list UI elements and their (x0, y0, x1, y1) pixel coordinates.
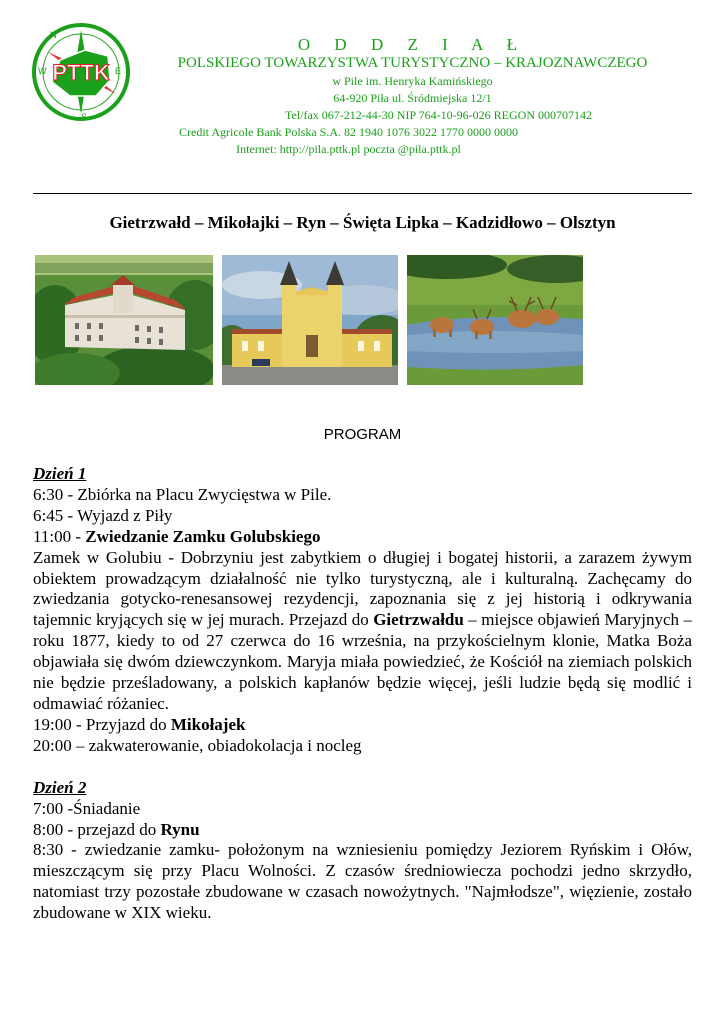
org-internet: Internet: http://pila.pttk.pl poczta @pila.pttk.pl (236, 142, 461, 156)
day-spacer (33, 757, 692, 778)
day1-desc-part2: – miejsce objawień Maryjnych – roku 1877, kiedy to od 27 czerwca do 16 września, na przykościelnym klonie, Matka Boża objawiała się dwóm dziewczynkom. Maryja miała powiedzieć, że Kościół na ziemiach polskich nie będzie prześladowany, a polskich kapłanów będzie więcej, jeśli ludzie będą się modlić i odmawiać różaniec. (33, 610, 693, 713)
org-bank-account: Credit Agricole Bank Polska S.A. 82 1940 1076 3022 1770 0000 0000 (179, 125, 518, 139)
day2-title: Dzień 2 (33, 777, 87, 797)
day2-line-1: 7:00 -Śniadanie (33, 798, 141, 818)
org-address: 64-920 Piła ul. Śródmiejska 12/1 (333, 91, 492, 105)
logo-text: PTTK (52, 60, 110, 85)
day1-line-4-time: 19:00 - Przyjazd do (33, 714, 171, 734)
route-title: Gietrzwałd – Mikołajki – Ryn – Święta Lipka – Kadzidłowo – Olsztyn (109, 213, 616, 232)
church-photo (222, 255, 398, 385)
header-divider (33, 193, 692, 194)
castle-photo (35, 255, 213, 385)
compass-e: E (115, 66, 122, 76)
day1-line-5: 20:00 – zakwaterowanie, obiadokolacja i nocleg (33, 735, 362, 755)
day2-line-2-bold: Rynu (160, 819, 200, 839)
day1-line-2: 6:45 - Wyjazd z Piły (33, 505, 173, 525)
day1-line-4-bold: Mikołajek (170, 714, 246, 734)
compass-w: W (38, 66, 47, 76)
day1-desc-gietrzwald: Gietrzwałdu (373, 610, 464, 630)
day1-line-4 (33, 715, 692, 736)
day1-line-3-bold: Zwiedzanie Zamku Golubskiego (85, 526, 321, 546)
day1-line-3-time: 11:00 - (33, 526, 86, 546)
org-phone-ids: Tel/fax 067-212-44-30 NIP 764-10-96-026 REGON 000707142 (284, 108, 592, 122)
day2-line-2-time: 8:00 - przejazd do (33, 819, 161, 839)
deer-photo (407, 255, 583, 385)
day1-line-3 (33, 527, 692, 548)
compass-n: N (50, 30, 57, 40)
org-name-line2: POLSKIEGO TOWARZYSTWA TURYSTYCZNO – KRAJOZNAWCZEGO (177, 55, 648, 71)
program-content (33, 464, 692, 924)
day1-title: Dzień 1 (33, 464, 87, 483)
day2-line-2 (33, 820, 692, 841)
org-patron: w Pile im. Henryka Kamińskiego (332, 74, 493, 88)
program-heading: PROGRAM (323, 426, 402, 443)
day1-desc-part1: Zamek w Golubiu - Dobrzyniu jest zabytkiem o długiej i bogatej historii, a zarazem żywym obiektem prowadzącym działalność nie tylko turystyczną, ale i kulturalną. Zachęcamy do zwiedzania gotycko-renesansowej rezydencji, zapoznania się z jej historią i odkrywania tajemnic kryjących się w jej murach. Przejazd do (33, 547, 692, 630)
compass-s: S (81, 112, 88, 122)
org-name-line1: O D D Z I A Ł (297, 35, 528, 54)
day2-description: 8:30 - zwiedzanie zamku- położonym na wzniesieniu pomiędzy Jeziorem Ryńskim i Ołów, mieszczącym się przy Placu Wolności. Z czasów średniowiecza pochodzi jedno skrzydło, natomiast trzy pozostałe zbudowane w czasach nowożytnych. "Najmłodsze", więzienie, zostało zbudowane w XIX wieku. (33, 840, 692, 923)
day1-description (33, 548, 692, 715)
day1-line-1: 6:30 - Zbiórka na Placu Zwycięstwa w Pile. (33, 484, 332, 504)
